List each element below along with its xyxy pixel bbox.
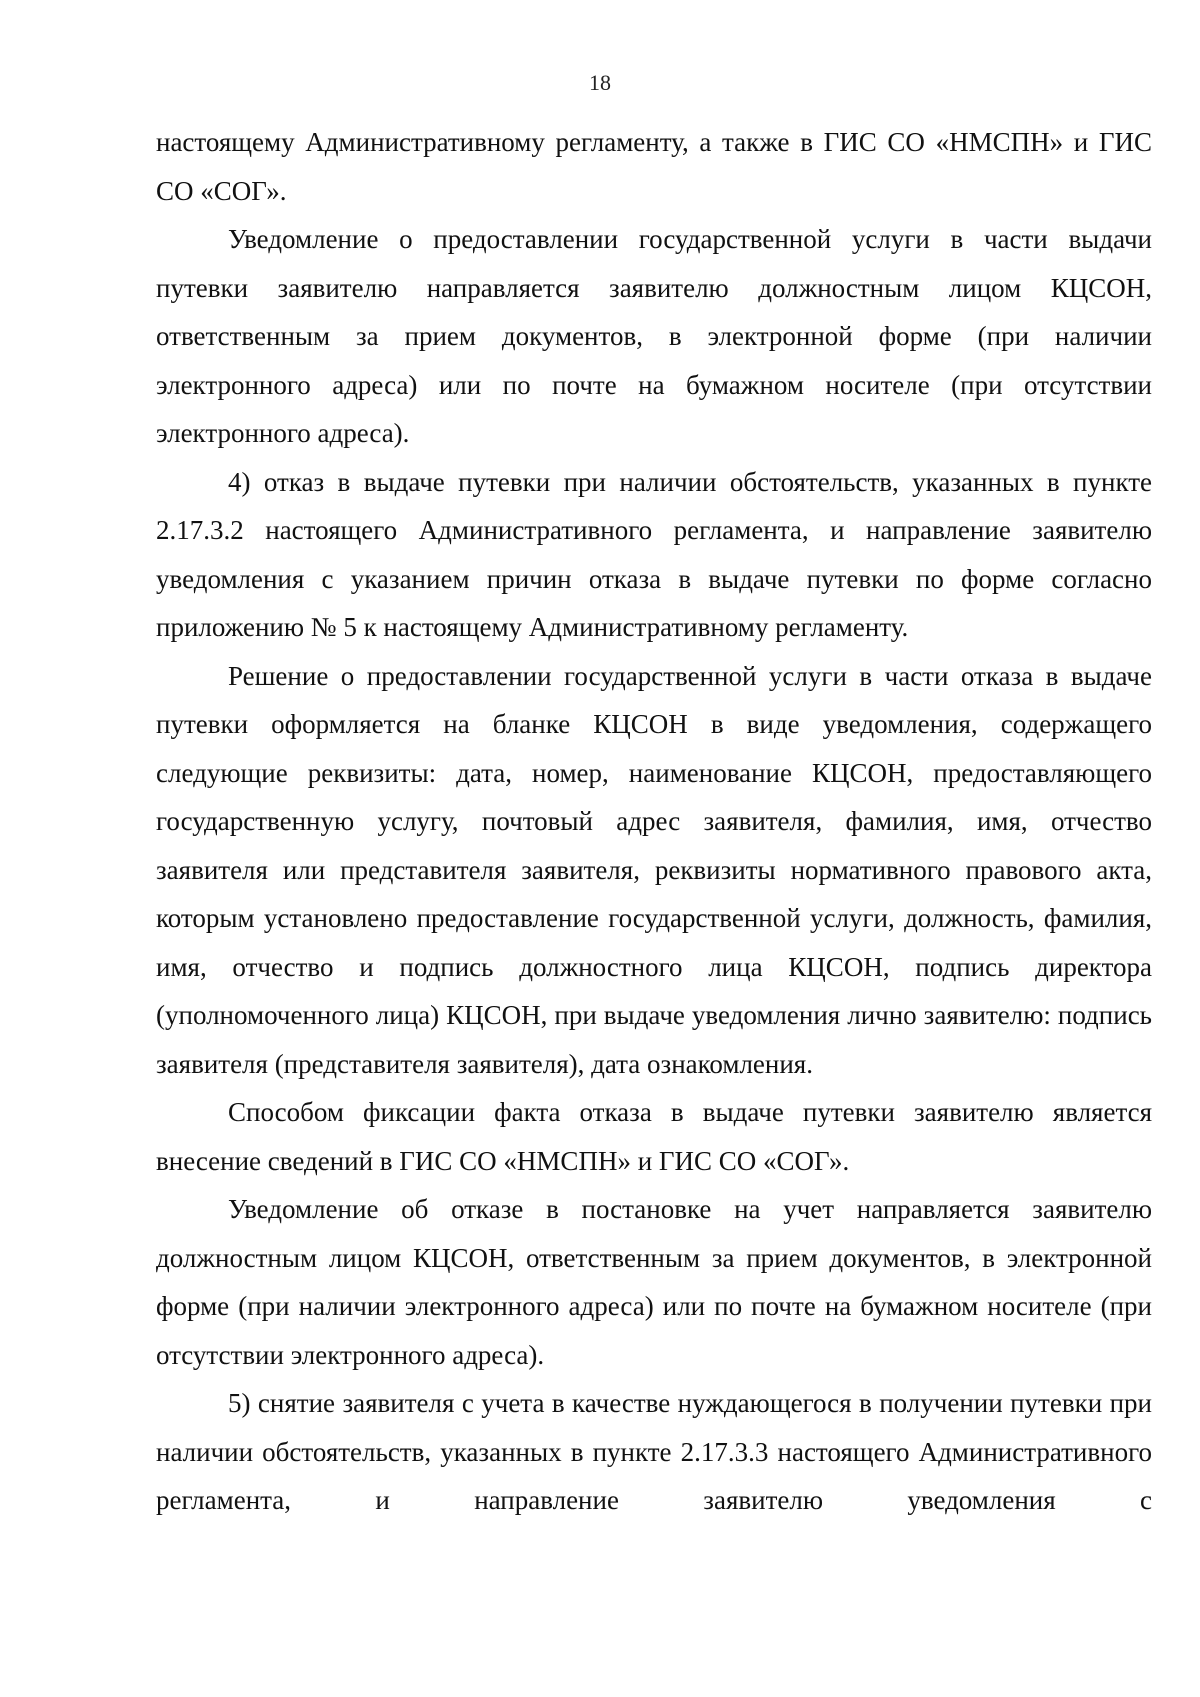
document-body bbox=[156, 118, 1152, 1525]
paragraph-continuation: настоящему Административному регламенту, а также в ГИС СО «НМСПН» и ГИС СО «СОГ». bbox=[156, 127, 1152, 206]
paragraph-notification-issue: Уведомление о предоставлении государственной услуги в части выдачи путевки заявителю направляется заявителю должностным лицом КЦСОН, ответственным за прием документов, в электронной форме (при наличии электронного адреса) или по почте на бумажном носителе (при отсутствии электронного адреса). bbox=[156, 224, 1152, 448]
page-number: 18 bbox=[589, 70, 611, 95]
paragraph-refusal-notification: Уведомление об отказе в постановке на учет направляется заявителю должностным лицом КЦСОН, ответственным за прием документов, в электронной форме (при наличии электронного адреса) или по почте на бумажном носителе (при отсутствии электронного адреса). bbox=[156, 1194, 1152, 1370]
paragraph-refusal-item-4: 4) отказ в выдаче путевки при наличии обстоятельств, указанных в пункте 2.17.3.2 настоящего Административного регламента, и направление заявителю уведомления с указанием причин отказа в выдаче путевки по форме согласно приложению № 5 к настоящему Административному регламенту. bbox=[156, 466, 1152, 642]
paragraph-deregistration-item-5: 5) снятие заявителя с учета в качестве нуждающегося в получении путевки при наличии обстоятельств, указанных в пункте 2.17.3.3 настоящего Административного регламента, и направление заявителю уведомления с bbox=[156, 1388, 1152, 1515]
paragraph-refusal-decision: Решение о предоставлении государственной услуги в части отказа в выдаче путевки оформляется на бланке КЦСОН в виде уведомления, содержащего следующие реквизиты: дата, номер, наименование КЦСОН, предоставляющего государственную услугу, почтовый адрес заявителя, фамилия, имя, отчество заявителя или представителя заявителя, реквизиты нормативного правового акта, которым установлено предоставление государственной услуги, должность, фамилия, имя, отчество и подпись должностного лица КЦСОН, подпись директора (уполномоченного лица) КЦСОН, при выдаче уведомления лично заявителю: подпись заявителя (представителя заявителя), дата ознакомления. bbox=[156, 660, 1152, 1079]
paragraph-refusal-recording: Способом фиксации факта отказа в выдаче путевки заявителю является внесение сведений в ГИС СО «НМСПН» и ГИС СО «СОГ». bbox=[156, 1097, 1152, 1176]
